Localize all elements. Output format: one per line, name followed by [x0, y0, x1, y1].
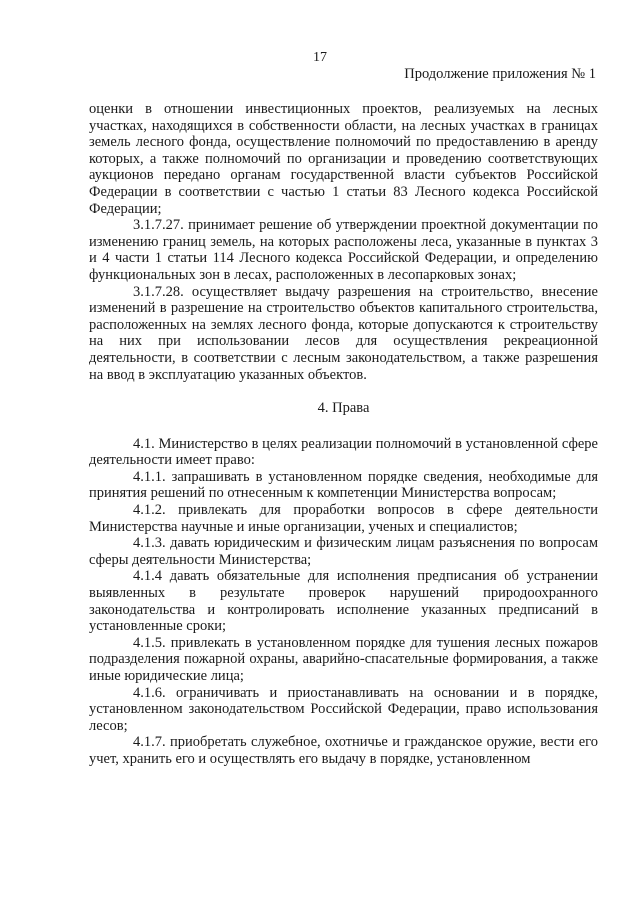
section-item: 4.1.4 давать обязательные для исполнения предписания об устранении выявленных в результате проверок нарушений природоохранного законодательства и контролировать исполнение указанных предписаний в установленные сроки; [89, 568, 598, 635]
section-item: 4.1.1. запрашивать в установленном порядке сведения, необходимые для принятия решений по отнесенным к компетенции Министерства вопросам; [89, 468, 598, 502]
section-item: 4.1. Министерство в целях реализации полномочий в установленной сфере деятельности имеет право: [89, 435, 598, 469]
section-item: 4.1.3. давать юридическим и физическим лицам разъяснения по вопросам сферы деятельности Министерства; [89, 535, 598, 568]
section-item: 4.1.7. приобретать служебное, охотничье и гражданское оружие, вести его учет, хранить его и осуществлять его выдачу в порядке, установленном [89, 734, 598, 767]
paragraph: 3.1.7.27. принимает решение об утверждении проектной документации по изменению границ земель, на которых расположены леса, указанные в пунктах 3 и 4 части 1 статьи 114 Лесного кодекса Российской Федерации, и определению функциональных зон в лесах, расположенных в лесопарковых зонах; [89, 217, 598, 283]
paragraph: оценки в отношении инвестиционных проектов, реализуемых на лесных участках, находящихся в собственности области, на лесных участках в границах земель лесного фонда, осуществление полномочий по предоставлению в аренду которых, а также полномочий по организации и проведению соответствующих аукционов передано органам государственной власти субъектов Российской Федерации в соответствии с частью 1 статьи 83 Лесного кодекса Российской Федерации; [89, 101, 598, 217]
paragraph: 3.1.7.28. осуществляет выдачу разрешения на строительство, внесение изменений в разрешение на строительство объектов капитального строительства, расположенных на землях лесного фонда, которые допускаются к строительству на них при использовании лесов для осуществления рекреационной деятельности, в соответствии с лесным законодательством, а также разрешения на ввод в эксплуатацию указанных объектов. [89, 283, 598, 383]
section-item: 4.1.6. ограничивать и приостанавливать на основании и в порядке, установленном законодательством Российской Федерации, право использования лесов; [89, 684, 598, 734]
appendix-note: Продолжение приложения № 1 [404, 66, 596, 82]
section-heading: 4. Права [317, 400, 370, 417]
section-item: 4.1.5. привлекать в установленном порядке для тушения лесных пожаров подразделения пожарной охраны, аварийно-спасательные формирования, а также иные юридические лица; [89, 634, 598, 684]
page-number: 17 [313, 50, 327, 65]
section-item: 4.1.2. привлекать для проработки вопросов в сфере деятельности Министерства научные и иные организации, ученых и специалистов; [89, 502, 598, 535]
document-body [89, 101, 598, 768]
